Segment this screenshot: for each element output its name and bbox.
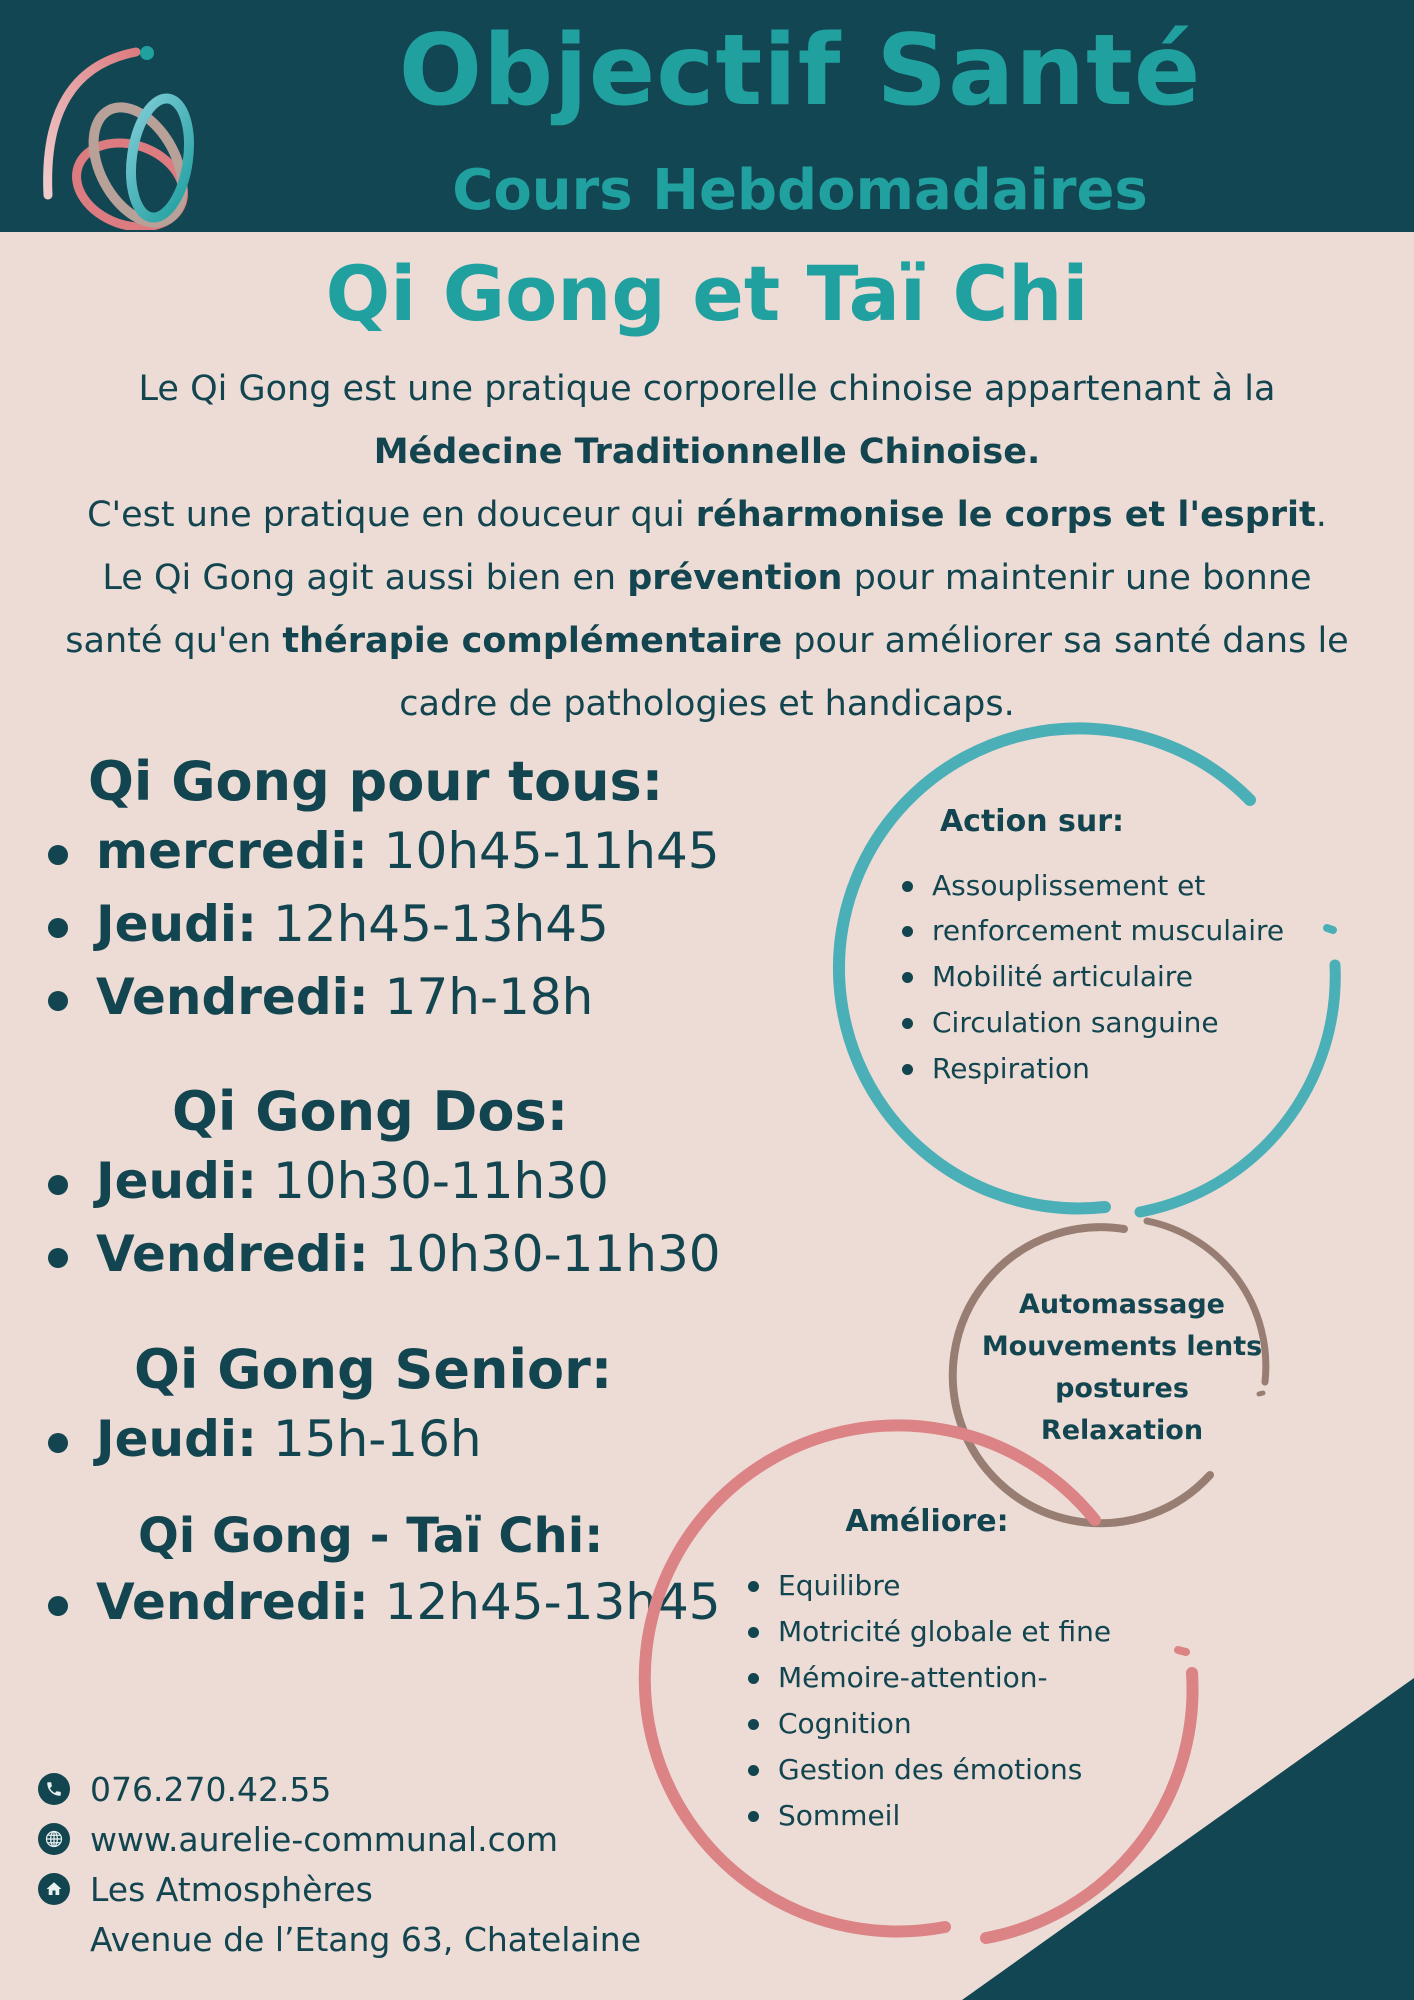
session-time: 15h-16h xyxy=(257,1409,482,1468)
website-link[interactable]: www.aurelie-communal.com xyxy=(90,1819,559,1859)
phone-number[interactable]: 076.270.42.55 xyxy=(90,1769,332,1809)
ameliore-item: Equilibre xyxy=(742,1563,1162,1609)
action-title: Action sur: xyxy=(939,804,1125,839)
ameliore-title: Améliore: xyxy=(845,1504,1009,1539)
contact-info xyxy=(38,1764,641,1964)
session-time: 10h30-11h30 xyxy=(368,1224,721,1283)
session-day: Vendredi: xyxy=(96,967,369,1026)
intro-bold: Médecine Traditionnelle Chinoise. xyxy=(373,432,1041,472)
session-time: 12h45-13h45 xyxy=(257,894,609,953)
session-day: Jeudi: xyxy=(96,1409,258,1468)
session-day: mercredi: xyxy=(96,821,368,880)
globe-icon xyxy=(38,1823,70,1855)
session-day: Jeudi: xyxy=(96,1151,258,1210)
session-day: Vendredi: xyxy=(96,1572,369,1631)
schedule-title: Qi Gong - Taï Chi: xyxy=(138,1508,604,1564)
session-day: Vendredi: xyxy=(96,1224,369,1283)
action-item: Circulation sanguine xyxy=(896,1000,1316,1046)
session-time: 17h-18h xyxy=(368,967,594,1026)
intro-bold: thérapie complémentaire xyxy=(282,621,783,661)
intro-text: cadre de pathologies et handicaps. xyxy=(399,684,1015,724)
session-day: Jeudi: xyxy=(96,894,258,953)
ameliore-item: Motricité globale et fine xyxy=(742,1609,1162,1655)
method-item: postures xyxy=(1055,1373,1189,1404)
street-address: Avenue de l’Etang 63, Chatelaine xyxy=(90,1919,642,1959)
contact-address-row xyxy=(38,1864,641,1914)
contact-phone-row xyxy=(38,1764,641,1814)
session-time: 10h30-11h30 xyxy=(257,1151,609,1210)
intro-text: . xyxy=(1315,495,1327,535)
action-item: Respiration xyxy=(896,1046,1316,1092)
brand-subtitle: Cours Hebdomadaires xyxy=(452,158,1148,223)
venue-name: Les Atmosphères xyxy=(90,1869,373,1909)
intro-bold: réharmonise le corps et l'esprit xyxy=(695,495,1316,535)
intro-text: pour maintenir une bonne xyxy=(842,558,1312,598)
action-item: Mobilité articulaire xyxy=(896,954,1316,1000)
method-item: Automassage xyxy=(1019,1289,1225,1320)
method-item: Relaxation xyxy=(1040,1415,1204,1446)
methods-panel xyxy=(972,1284,1272,1452)
schedule-title: Qi Gong Dos: xyxy=(172,1080,569,1143)
intro-text: C'est une pratique en douceur qui xyxy=(87,495,696,535)
ameliore-item-continued: Cognition xyxy=(742,1701,1162,1747)
contact-address-line xyxy=(38,1914,641,1964)
ameliore-item: Sommeil xyxy=(742,1793,1162,1839)
method-item: Mouvements lents xyxy=(981,1331,1263,1362)
session-time: 12h45-13h45 xyxy=(368,1572,721,1631)
ameliore-item: Mémoire-attention- xyxy=(742,1655,1162,1701)
ameliore-item: Gestion des émotions xyxy=(742,1747,1162,1793)
schedule-title: Qi Gong pour tous: xyxy=(88,750,664,813)
ameliore-panel xyxy=(742,1504,1162,1839)
action-item: Assouplissement et xyxy=(896,863,1316,909)
intro-text: Le Qi Gong agit aussi bien en xyxy=(102,558,628,598)
session-time: 10h45-11h45 xyxy=(367,821,720,880)
schedule-title: Qi Gong Senior: xyxy=(134,1338,613,1401)
intro-text: santé qu'en xyxy=(65,621,283,661)
intro-text: Le Qi Gong est une pratique corporelle chinoise appartenant à la xyxy=(138,369,1276,409)
home-icon xyxy=(38,1873,70,1905)
page-title: Qi Gong et Taï Chi xyxy=(325,249,1089,338)
intro-text: pour améliorer sa santé dans le xyxy=(782,621,1349,661)
action-panel xyxy=(896,804,1316,1092)
action-item-continued: renforcement musculaire xyxy=(896,908,1316,954)
brand-title: Objectif Santé xyxy=(398,14,1202,128)
intro-bold: prévention xyxy=(627,558,843,598)
phone-icon xyxy=(38,1773,70,1805)
contact-website-row xyxy=(38,1814,641,1864)
